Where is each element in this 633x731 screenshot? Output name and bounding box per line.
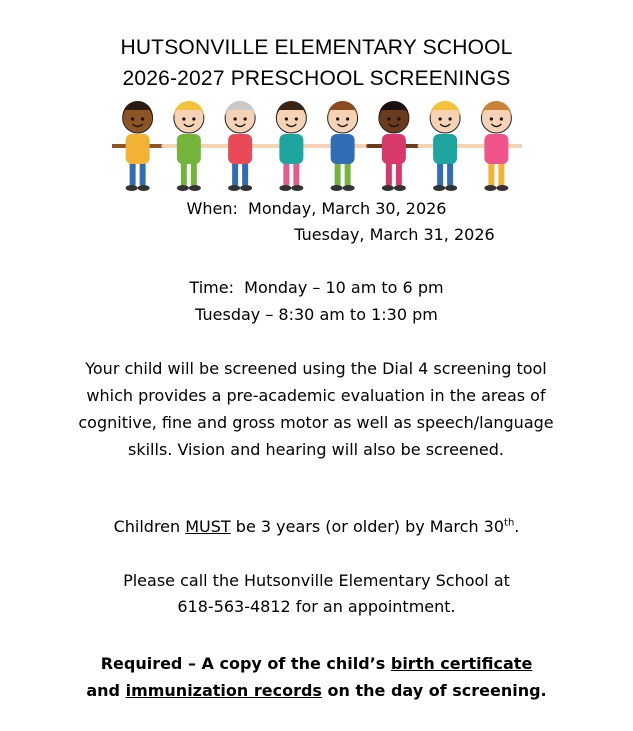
child-shoe	[496, 185, 508, 191]
child-figure	[215, 101, 266, 191]
time-label: Time:	[189, 278, 234, 297]
when-line-2	[78, 222, 633, 248]
child-shoe	[126, 185, 138, 191]
required-p2: and	[86, 681, 126, 700]
child-body	[279, 134, 303, 164]
child-body	[177, 134, 201, 164]
when-label: When:	[186, 199, 238, 218]
child-shoe	[382, 185, 394, 191]
child-shoe	[445, 185, 457, 191]
required-line-1	[40, 650, 593, 677]
child-eye	[387, 117, 390, 120]
child-eye	[234, 117, 237, 120]
age-sup: th	[504, 517, 515, 529]
age-after: be 3 years (or older) by March 30	[230, 517, 505, 536]
child-eye	[131, 117, 134, 120]
child-figure	[471, 101, 522, 191]
when-day-2: Tuesday, March 31, 2026	[294, 225, 495, 244]
child-shoe	[177, 185, 189, 191]
child-shoe	[279, 185, 291, 191]
age-end: .	[514, 517, 520, 536]
child-shoe	[240, 185, 252, 191]
child-body	[433, 134, 457, 164]
required-p3: on the day of screening.	[321, 681, 547, 700]
child-shoe	[228, 185, 240, 191]
child-shoe	[331, 185, 343, 191]
call-line-1: Please call the Hutsonville Elementary School at	[123, 571, 510, 590]
required-documents	[40, 650, 593, 704]
child-eye	[346, 117, 349, 120]
child-shoe	[138, 185, 150, 191]
child-eye	[244, 117, 247, 120]
child-eye	[397, 117, 400, 120]
time-line-1	[0, 275, 633, 301]
event-title: 2026-2027 PRESCHOOL SCREENINGS	[122, 67, 511, 90]
age-before: Children	[113, 517, 186, 536]
when-line-1	[0, 196, 633, 222]
must-emphasis: MUST	[185, 517, 231, 536]
child-figure	[112, 101, 163, 191]
children-holding-hands-illustration	[112, 96, 522, 194]
flyer-title	[0, 32, 633, 94]
time-day-1: Monday – 10 am to 6 pm	[244, 278, 444, 297]
screening-description: Your child will be screened using the Dial 4 screening tool which provides a pre-academic evaluation in the areas of cognitive, fine and gross motor as well as speech/language skills. Vision and hearing will also be screened.	[78, 359, 554, 459]
child-figure	[420, 101, 471, 191]
required-line-2	[40, 677, 593, 704]
child-shoe	[291, 185, 303, 191]
call-line-2: 618-563-4812 for an appointment.	[177, 597, 456, 616]
when-day-1: Monday, March 30, 2026	[248, 199, 447, 218]
child-body	[228, 134, 252, 164]
birth-certificate: birth certificate	[390, 654, 533, 673]
age-requirement	[0, 514, 633, 540]
time-day-2: Tuesday – 8:30 am to 1:30 pm	[195, 305, 438, 324]
child-eye	[490, 117, 493, 120]
child-eye	[295, 117, 298, 120]
child-eye	[285, 117, 288, 120]
child-figure	[317, 101, 368, 191]
child-eye	[336, 117, 339, 120]
time-line-2	[0, 302, 633, 328]
school-name: HUTSONVILLE ELEMENTARY SCHOOL	[120, 36, 513, 59]
child-body	[484, 134, 508, 164]
child-eye	[141, 117, 144, 120]
child-shoe	[189, 185, 201, 191]
child-eye	[182, 117, 185, 120]
child-eye	[439, 117, 442, 120]
child-shoe	[394, 185, 406, 191]
child-shoe	[484, 185, 496, 191]
child-body	[126, 134, 150, 164]
child-body	[382, 134, 406, 164]
child-figure	[368, 101, 419, 191]
child-eye	[449, 117, 452, 120]
child-eye	[500, 117, 503, 120]
child-body	[331, 134, 355, 164]
child-shoe	[433, 185, 445, 191]
child-eye	[192, 117, 195, 120]
required-p1: Required – A copy of the child’s	[100, 654, 391, 673]
child-figure	[163, 101, 214, 191]
child-shoe	[343, 185, 355, 191]
immunization-records: immunization records	[125, 681, 322, 700]
child-figure	[266, 101, 317, 191]
